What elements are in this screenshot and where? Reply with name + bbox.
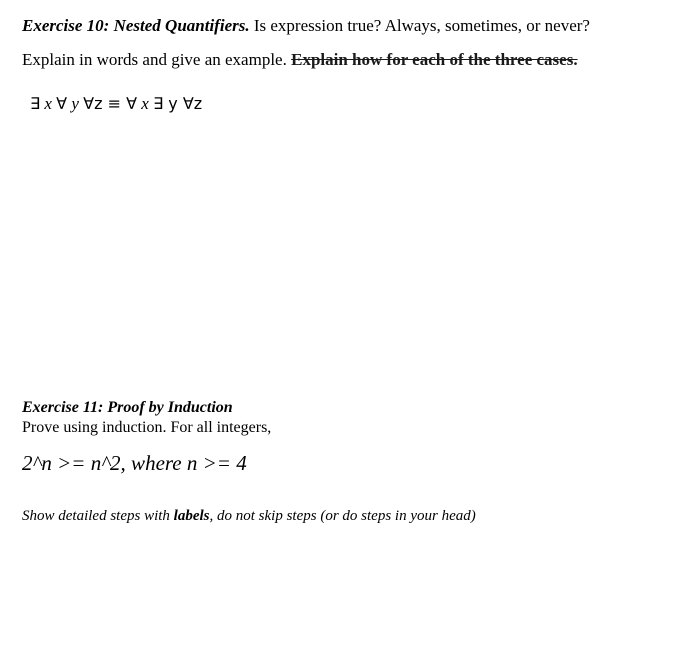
exercise-10-instructions [22, 50, 578, 70]
exercise-10-title: Exercise 10: Nested Quantifiers. [22, 16, 250, 35]
exercise-10-question: Is expression true? Always, sometimes, or never? [249, 16, 590, 35]
exercise-10-struck-instruction: Explain how for each of the three cases. [291, 50, 578, 69]
exercise-11-note [22, 507, 476, 525]
note-bold-labels: labels [173, 508, 210, 524]
variable-y-rhs: y [163, 94, 183, 113]
equivalence-symbol: ≡ [102, 94, 127, 113]
exists-symbol: ∃ [30, 94, 41, 113]
exercise-10-instruction-text: Explain in words and give an example. [22, 50, 292, 69]
variable-x-rhs: x [137, 94, 154, 113]
quantifier-expression [30, 94, 202, 114]
exercise-11-prompt: Prove using induction. For all integers, [22, 419, 272, 436]
exercise-10-heading [22, 16, 590, 36]
note-text-before: Show detailed steps with [22, 508, 174, 524]
forall-symbol-rhs: ∀ [126, 94, 138, 113]
variable-x: x [40, 94, 57, 113]
note-text-after: , do not skip steps (or do steps in your head) [209, 508, 476, 524]
variable-y: y [67, 94, 84, 113]
exercise-11-statement: 2^n >= n^2, where n >= 4 [22, 451, 247, 475]
forall-symbol: ∀ [56, 94, 68, 113]
forall-z: ∀z [83, 94, 103, 113]
exists-symbol-rhs: ∃ [153, 94, 164, 113]
exercise-11-title: Exercise 11: Proof by Induction [22, 399, 233, 416]
forall-z-rhs: ∀z [182, 94, 203, 113]
